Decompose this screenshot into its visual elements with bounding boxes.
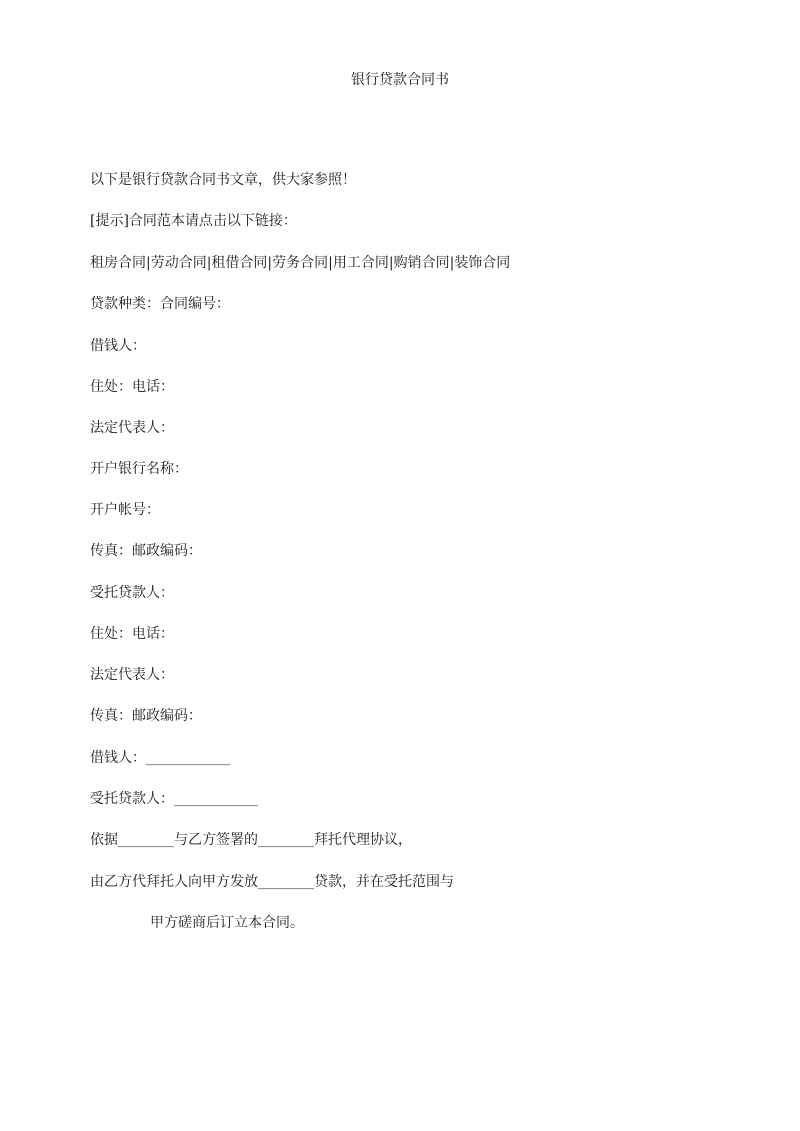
contract-links-line[interactable]: 租房合同|劳动合同|租借合同|劳务合同|用工合同|购销合同|装饰合同	[90, 255, 511, 271]
account-number-line: 开户帐号：	[90, 502, 160, 518]
loan-issue-line: 由乙方代拜托人向甲方发放________贷款，并在受托范围与	[90, 874, 454, 890]
fax-postcode-line-2: 传真：邮政编码：	[90, 708, 202, 724]
borrower-line: 借钱人：	[90, 338, 146, 354]
fax-postcode-line: 传真：邮政编码：	[90, 543, 202, 559]
legal-rep-line-2: 法定代表人：	[90, 667, 174, 683]
agreement-basis-line: 依据________与乙方签署的________拜托代理协议，	[90, 832, 412, 848]
legal-rep-line: 法定代表人：	[90, 420, 174, 436]
lender-signature-line: 受托贷款人：____________	[90, 791, 258, 807]
address-phone-line-2: 住处：电话：	[90, 626, 174, 642]
bank-name-line: 开户银行名称：	[90, 461, 188, 477]
document-title: 银行贷款合同书	[351, 72, 449, 88]
address-phone-line: 住处：电话：	[90, 379, 174, 395]
loan-type-line: 贷款种类：合同编号：	[90, 296, 230, 312]
intro-line: 以下是银行贷款合同书文章，供大家参照！	[90, 172, 356, 188]
borrower-signature-line: 借钱人：____________	[90, 750, 230, 766]
contract-conclusion-line: 甲方磋商后订立本合同。	[150, 915, 304, 931]
entrusted-lender-line: 受托贷款人：	[90, 585, 174, 601]
hint-line: [提示]合同范本请点击以下链接：	[90, 213, 297, 229]
